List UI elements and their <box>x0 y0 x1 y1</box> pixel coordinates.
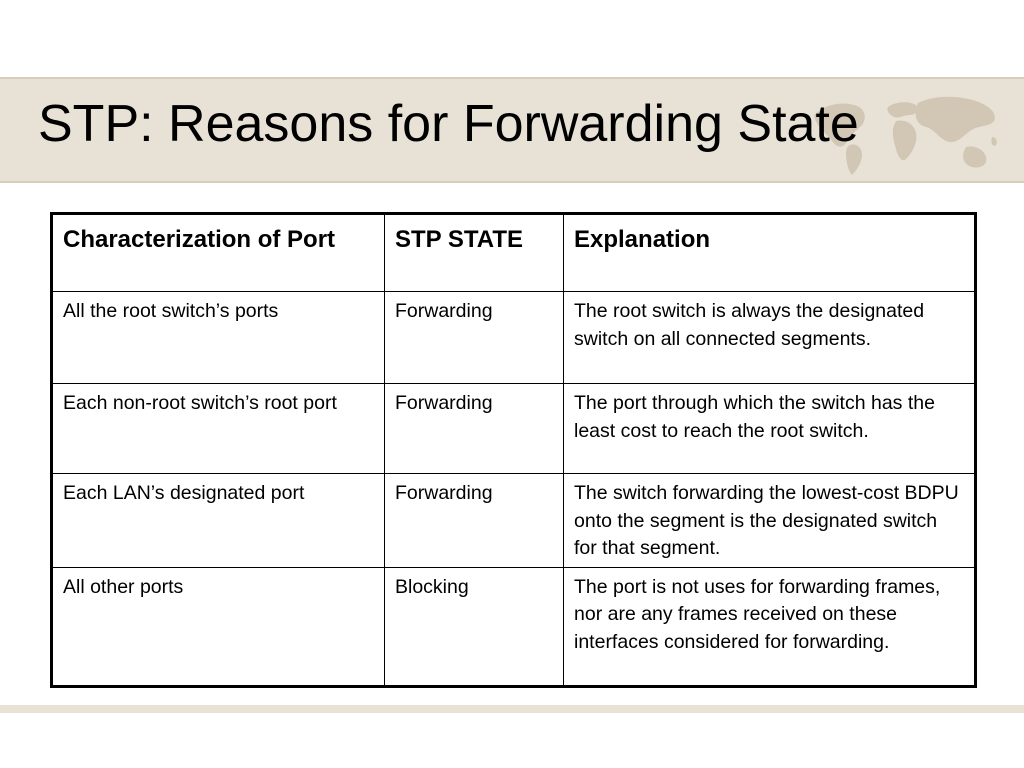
cell-explanation: The switch forwarding the lowest-cost BDPU onto the segment is the designated switch for that segment. <box>564 474 976 568</box>
cell-port: Each LAN’s designated port <box>52 474 385 568</box>
cell-port: All the root switch’s ports <box>52 292 385 384</box>
slide-title: STP: Reasons for Forwarding State <box>38 95 859 153</box>
footer-bar <box>0 705 1024 713</box>
cell-explanation: The root switch is always the designated switch on all connected segments. <box>564 292 976 384</box>
table-row <box>52 474 976 568</box>
cell-state: Forwarding <box>385 292 564 384</box>
cell-state: Forwarding <box>385 384 564 474</box>
column-header-characterization: Characterization of Port <box>52 214 385 292</box>
column-header-explanation: Explanation <box>564 214 976 292</box>
cell-state: Forwarding <box>385 474 564 568</box>
stp-forwarding-table <box>50 212 977 688</box>
cell-state: Blocking <box>385 567 564 686</box>
table-row <box>52 384 976 474</box>
table-header-row <box>52 214 976 292</box>
cell-explanation: The port is not uses for forwarding frames, nor are any frames received on these interfaces considered for forwarding. <box>564 567 976 686</box>
table-row <box>52 292 976 384</box>
table-container <box>50 212 974 687</box>
cell-port: Each non-root switch’s root port <box>52 384 385 474</box>
cell-explanation: The port through which the switch has the least cost to reach the root switch. <box>564 384 976 474</box>
column-header-stp-state: STP STATE <box>385 214 564 292</box>
table-row <box>52 567 976 686</box>
cell-port: All other ports <box>52 567 385 686</box>
